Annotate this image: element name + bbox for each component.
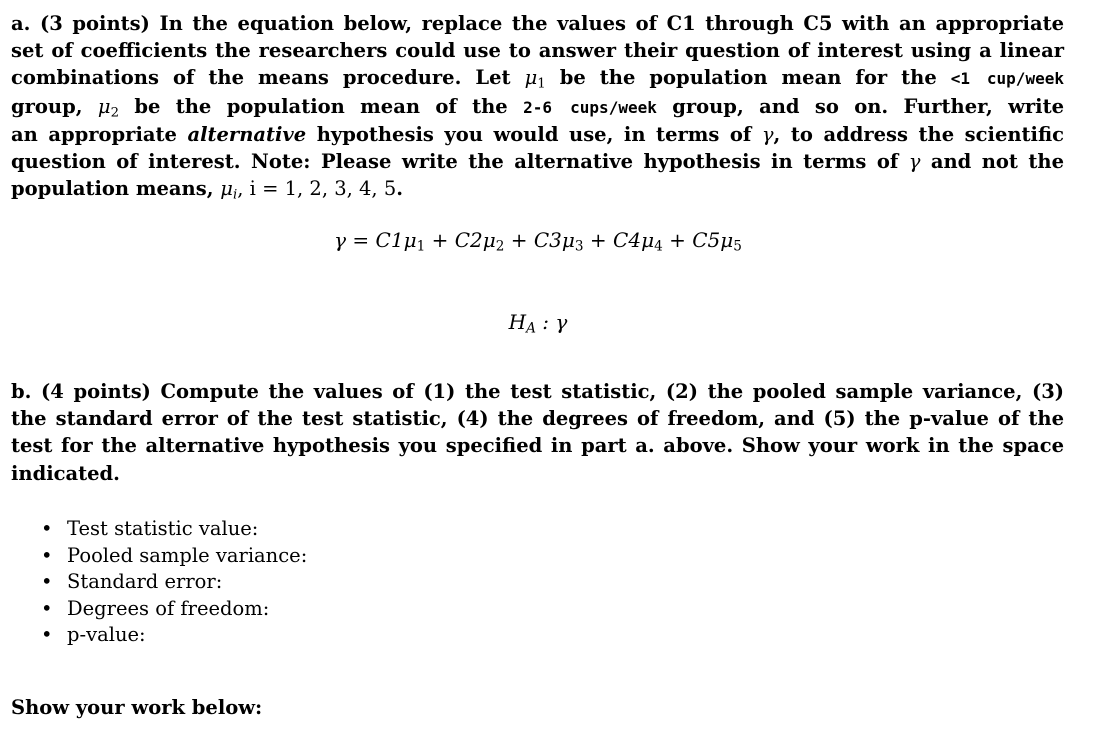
text-fragment: question of interest. Note: Please write the alternative hypothesis in terms of [11,150,909,174]
part-b-line-4: indicated. [11,461,120,485]
index-range: , i = 1, 2, 3, 4, 5 [237,177,397,201]
text-fragment: hypothesis you would use, in terms of [306,122,762,146]
list-item-standard-error: • Standard error: [41,569,307,596]
equation-lhs: γ = [334,228,376,252]
mu-symbol: μ [220,177,233,201]
mu-subscript: 2 [110,104,119,120]
part-b-question [11,378,1064,487]
emphasis-alternative: alternative [187,122,307,146]
text-fragment: . [396,177,404,201]
part-a-question [11,10,1064,202]
code-cups-week: 2-6 cups/week [523,97,657,117]
code-cup-week: <1 cup/week [950,69,1064,89]
answer-list [41,516,307,649]
hypothesis-rest: : γ [535,310,568,334]
text-fragment: combinations of the means procedure. Let [11,66,525,90]
text-fragment: be the population mean of the [119,94,524,118]
text-fragment: group, [11,94,98,118]
equation-term: $C4\mu_4$ + [613,228,693,255]
mu-subscript: i [232,187,238,203]
part-a-line-7 [11,175,1064,202]
alternative-hypothesis [0,310,1076,337]
part-b-line-3: test for the alternative hypothesis you specified in part a. above. Show your work in the space [11,434,1064,458]
equation-term: $C1\mu_1$ + [375,228,455,255]
mu-symbol: μ [524,66,538,90]
equation-term: $C3\mu_3$ + [533,228,614,255]
hypothesis-subscript: A [526,320,536,337]
part-b-line-2: the standard error of the test statistic, (4) the degrees of freedom, and (5) the p-value of the [11,407,1064,431]
list-item-p-value: • p-value: [41,622,307,649]
list-item-degrees-of-freedom: • Degrees of freedom: [41,596,307,623]
text-fragment: population means, [11,177,221,201]
mu-symbol: μ [97,94,111,118]
mu-subscript: 1 [537,76,546,92]
part-b-line-1: b. (4 points) Compute the values of (1) the test statistic, (2) the pooled sample variance, (3) [11,380,1064,403]
part-a-line-2: set of coefficients the researchers could use to answer their question of interest using a linear [11,39,1064,63]
text-fragment: and not the [920,150,1064,174]
part-a-line-6 [11,148,1064,175]
gamma-equation [0,228,1076,255]
text-fragment: an appropriate [11,122,188,146]
part-a-line-4 [11,93,1064,121]
part-a-line-1: a. (3 points) In the equation below, replace the values of C1 through C5 with an appropriate [11,12,1064,35]
list-item-test-statistic: • Test statistic value: [41,516,307,543]
part-a-line-5 [11,121,1064,148]
equation-term: $C2\mu_2$ + [454,228,534,255]
gamma-symbol: γ [908,150,921,174]
hypothesis-h: H [508,310,527,334]
list-item-pooled-variance: • Pooled sample variance: [41,543,307,570]
text-fragment: group, and so on. Further, write [656,94,1064,118]
gamma-symbol: γ [761,122,774,146]
show-work-heading: Show your work below: [11,696,263,719]
text-fragment: be the population mean for the [545,66,951,90]
part-a-line-3 [11,64,1064,92]
equation-term: $C5\mu_5$ [692,228,742,255]
text-fragment: , to address the scientific [773,122,1064,146]
